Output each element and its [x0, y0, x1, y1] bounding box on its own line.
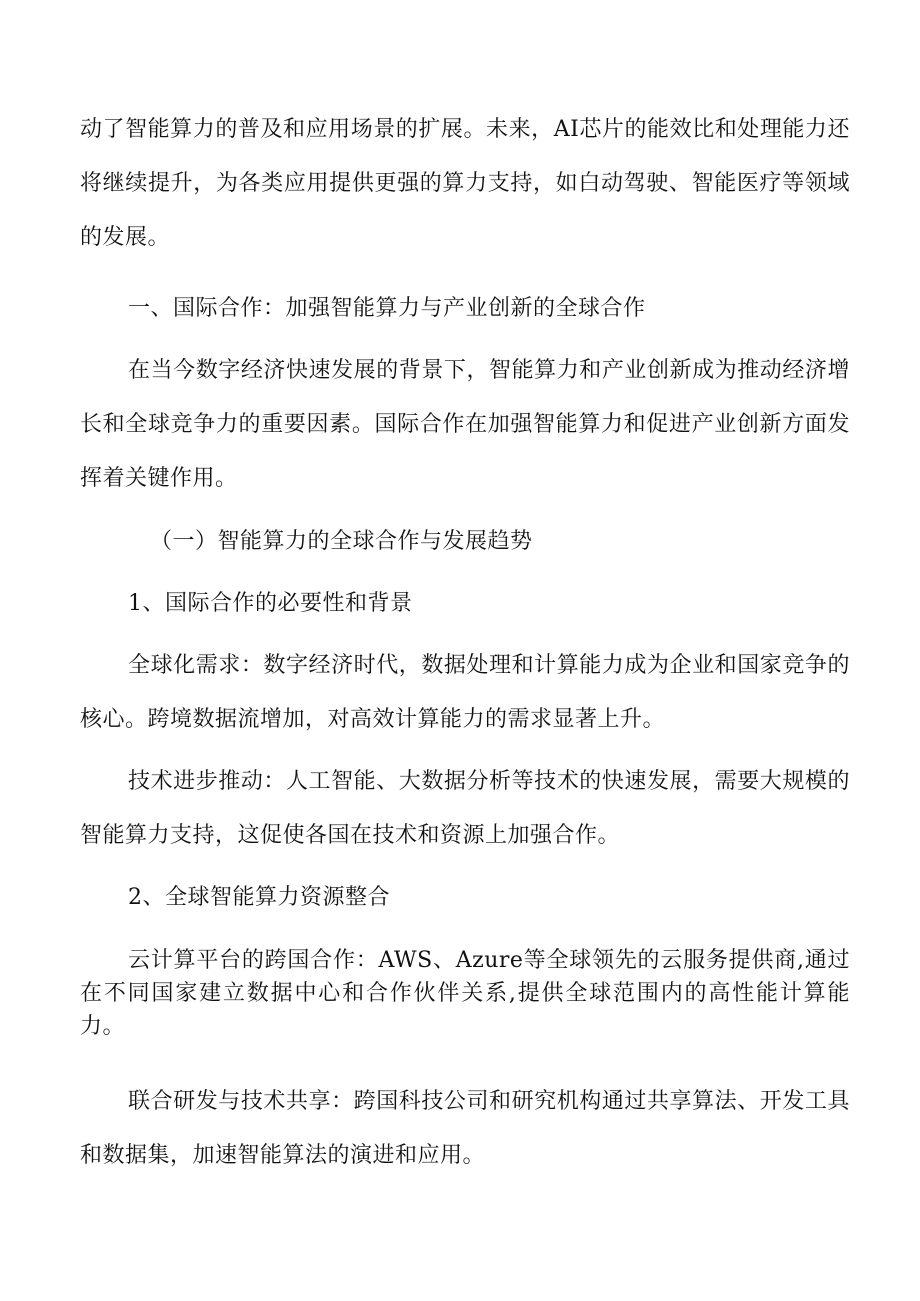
body-paragraph: 联合研发与技术共享：跨国科技公司和研究机构通过共享算法、开发工具和数据集，加速智能算法的演进和应用。 [80, 1089, 850, 1168]
section-heading: 一、国际合作：加强智能算力与产业创新的全球合作 [128, 296, 646, 321]
body-paragraph: 动了智能算力的普及和应用场景的扩展。未来，AI芯片的能效比和处理能力还将继续提升，为各类应用提供更强的算力支持，如白动驾驶、智能医疗等领域的发展。 [80, 117, 850, 250]
body-paragraph: 技术进步推动：人工智能、大数据分析等技术的快速发展，需要大规模的智能算力支持，这促使各国在技术和资源上加强合作。 [80, 769, 850, 848]
body-paragraph: 全球化需求：数字经济时代，数据处理和计算能力成为企业和国家竞争的核心。跨境数据流增加，对高效计算能力的需求显著上升。 [80, 653, 850, 732]
body-paragraph: 云计算平台的跨国合作：AWS、Azure等全球领先的云服务提供商,通过在不同国家建立数据中心和合作伙伴关系,提供全球范围内的高性能计算能力。 [80, 948, 850, 1039]
subsection-heading: （一）智能算力的全球合作与发展趋势 [150, 529, 533, 554]
body-paragraph: 在当今数字经济快速发展的背景下，智能算力和产业创新成为推动经济增长和全球竞争力的重要因素。国际合作在加强智能算力和促进产业创新方面发挥着关键作用。 [80, 358, 850, 491]
numbered-heading: 2、全球智能算力资源整合 [128, 885, 390, 910]
numbered-heading: 1、国际合作的必要性和背景 [128, 591, 413, 616]
